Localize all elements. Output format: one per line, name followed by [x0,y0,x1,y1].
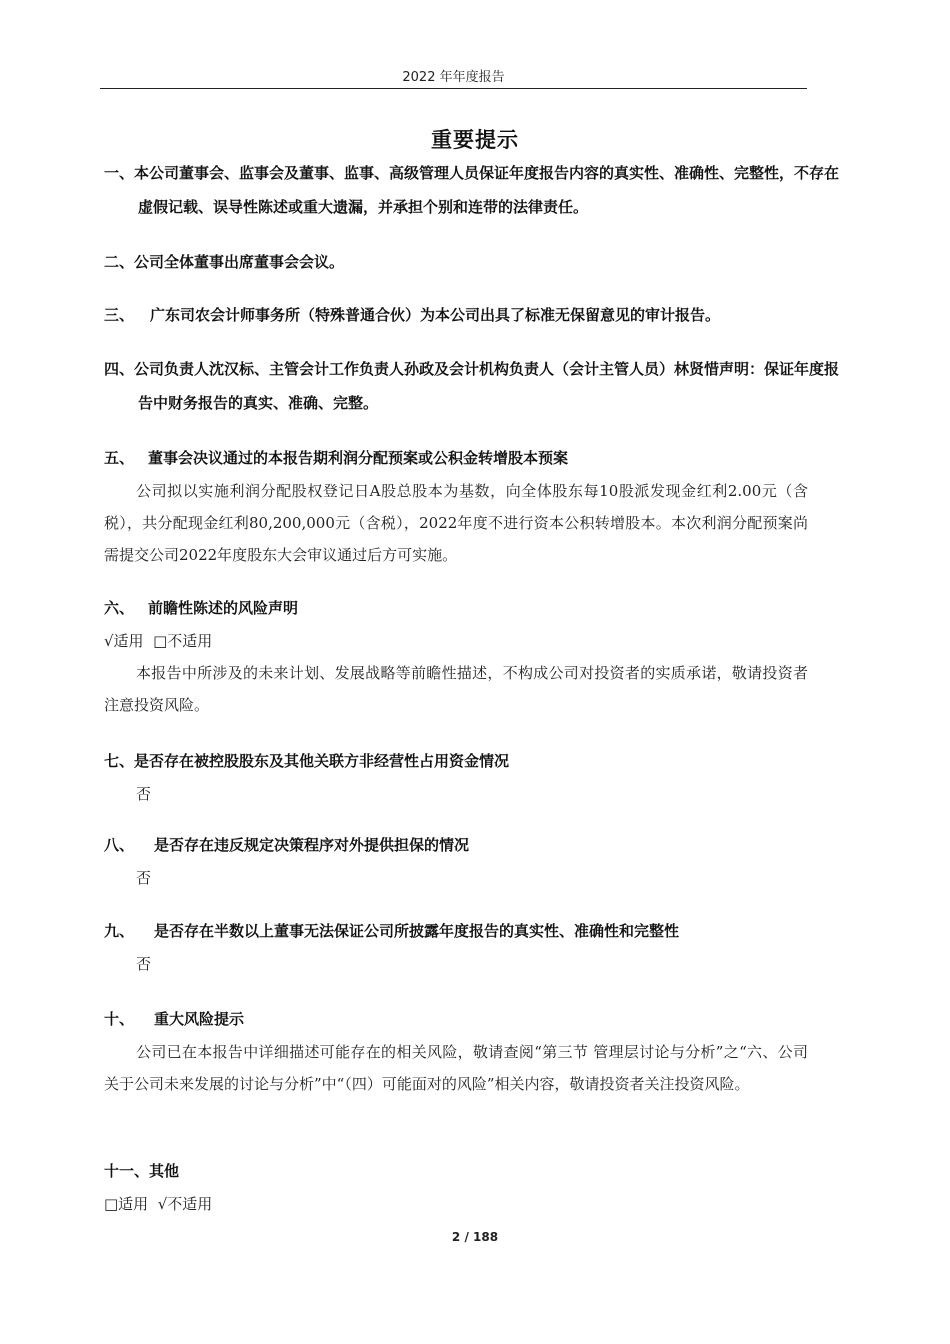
section-10-text: 重大风险提示 [154,1010,245,1028]
report-header: 2022 年年度报告 [402,70,505,85]
section-1-text: 本公司董事会、监事会及董事、监事、高级管理人员保证年度报告内容的真实性、准确性、完整性，不存在虚假记载、误导性陈述或重大遗漏，并承担个别和连带的法律责任。 [134,164,840,216]
section-6-options [104,625,212,657]
section-11-num: 十一、 [104,1162,150,1180]
section-2 [104,245,344,279]
section-9-answer: 否 [136,955,152,973]
section-7 [104,744,509,778]
section-4 [104,352,848,420]
section-6 [104,591,298,625]
section-9-num: 九、 [104,922,135,940]
option-not-applicable: □不适用 [153,632,213,650]
page-title: 重要提示 [431,128,519,152]
section-7-text: 是否存在被控股股东及其他关联方非经营性占用资金情况 [134,752,510,770]
option-applicable: √适用 [104,632,144,650]
option-not-applicable: √不适用 [157,1195,213,1213]
section-8 [104,828,469,862]
section-1-num: 一、 [104,164,135,182]
section-8-num: 八、 [104,836,135,854]
section-6-body: 本报告中所涉及的未来计划、发展战略等前瞻性描述，不构成公司对投资者的实质承诺，敬请投资者注意投资风险。 [104,664,808,714]
section-8-answer: 否 [136,869,152,887]
section-6-num: 六、 [104,599,135,617]
section-11-options [104,1188,212,1220]
section-11-text: 其他 [149,1162,180,1180]
section-10-body: 公司已在本报告中详细描述可能存在的相关风险，敬请查阅“第三节 管理层讨论与分析”之“六、公司关于公司未来发展的讨论与分析”中“（四）可能面对的风险”相关内容，敬请投资者关注投资风险。 [104,1043,808,1093]
section-4-text: 公司负责人沈汉标、主管会计工作负责人孙政及会计机构负责人（会计主管人员）林贤惜声明：保证年度报告中财务报告的真实、准确、完整。 [134,360,840,412]
section-2-text: 公司全体董事出席董事会会议。 [134,253,345,271]
section-6-text: 前瞻性陈述的风险声明 [148,599,299,617]
section-5-text: 董事会决议通过的本报告期利润分配预案或公积金转增股本预案 [148,449,569,467]
option-applicable: □适用 [104,1195,149,1213]
section-10 [104,1002,244,1036]
section-7-answer: 否 [136,785,152,803]
section-10-num: 十、 [104,1010,135,1028]
section-5-body: 公司拟以实施利润分配股权登记日A股总股本为基数，向全体股东每10股派发现金红利2.00元（含税），共分配现金红利80,200,000元（含税），2022年度不进行资本公积转增股本。本次利润分配预案尚需提交公司2022年度股东大会审议通过后方可实施。 [104,482,808,564]
section-3 [104,298,720,332]
page-number: 2 / 188 [451,1230,499,1244]
section-8-text: 是否存在违反规定决策程序对外提供担保的情况 [154,836,470,854]
section-9 [104,914,679,948]
section-5 [104,441,568,475]
section-1 [104,156,848,224]
header-divider [100,88,807,89]
section-9-text: 是否存在半数以上董事无法保证公司所披露年度报告的真实性、准确性和完整性 [154,922,680,940]
section-3-num: 三、 [104,306,135,324]
section-3-text: 广东司农会计师事务所（特殊普通合伙）为本公司出具了标准无保留意见的审计报告。 [150,306,721,324]
section-4-num: 四、 [104,360,135,378]
section-2-num: 二、 [104,253,135,271]
section-5-num: 五、 [104,449,135,467]
section-7-num: 七、 [104,752,135,770]
section-11 [104,1154,179,1188]
